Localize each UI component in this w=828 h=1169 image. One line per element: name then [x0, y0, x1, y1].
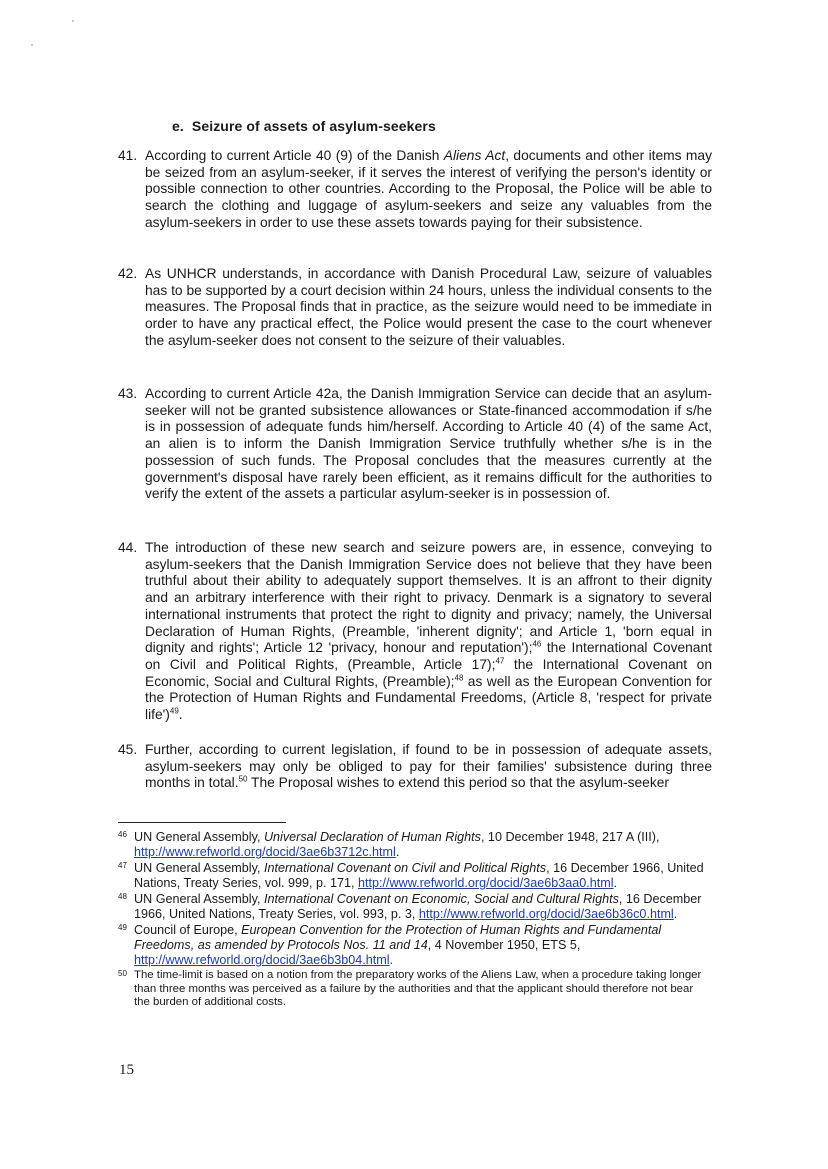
text-run: The introduction of these new search and seizure powers are, in essence, conveying to asylum-seekers that the Danish Immigration Service does not believe that they have been truthful about their ability to adequately support themselves. It is an affront to their dignity and an arbitrary interference with their right to privacy. Denmark is a signatory to several international instruments that protect the right to dignity and privacy; namely, the Universal Declaration of Human Rights, (Preamble, 'inherent dignity'; and Article 1, 'born equal in dignity and rights'; Article 12 'privacy, honour and reputation');: [145, 540, 712, 656]
footnote-link[interactable]: http://www.refworld.org/docid/3ae6b3712c.html: [134, 845, 396, 860]
footnote-ref-47[interactable]: 47: [495, 656, 505, 666]
paragraph-45: [118, 742, 712, 792]
paragraph-44: [118, 540, 712, 724]
footnote-ref-46[interactable]: 46: [532, 639, 542, 649]
text-run: .: [178, 707, 183, 723]
footnote-divider: [118, 822, 286, 823]
footnote-link[interactable]: http://www.refworld.org/docid/3ae6b3aa0.html: [358, 876, 614, 891]
footnote-50: [118, 969, 712, 1010]
paragraph-number: 44.: [118, 540, 138, 555]
text-run: UN General Assembly,: [134, 891, 264, 906]
text-run: The Proposal wishes to extend this period so that the asylum-seeker: [247, 775, 670, 791]
text-run: UN General Assembly,: [134, 860, 264, 875]
paragraph-text: As UNHCR understands, in accordance with Danish Procedural Law, seizure of valuables has to be supported by a court decision within 24 hours, unless the individual consents to the measures. The Proposal finds that in practice, as the seizure would need to be immediate in order to have any practical effect, the Police would present the case to the court whenever the asylum-seeker does not consent to the seizure of their valuables.: [145, 266, 712, 348]
paragraph-text: [145, 742, 712, 792]
text-run: According to current Article 40 (9) of the Danish: [145, 148, 444, 163]
italic-run: International Covenant on Civil and Political Rights: [263, 860, 547, 875]
footnote-number: 50: [118, 968, 127, 978]
paragraph-text: According to current Article 42a, the Danish Immigration Service can decide that an asylum-seeker will not be granted subsistence allowances or State-financed accommodation if s/he is in possession of adequate funds him/herself. According to Article 40 (4) of the same Act, an alien is to inform the Danish Immigration Service truthfully whether s/he is in the possession of such funds. The Proposal concludes that the measures currently at the government's disposal have rarely been efficient, as it remains difficult for the authorities to verify the extent of the assets a particular asylum-seeker is in possession of.: [145, 386, 712, 502]
text-run: .: [395, 845, 400, 860]
paragraph-number: 41.: [118, 148, 138, 163]
footnote-link[interactable]: http://www.refworld.org/docid/3ae6b3b04.html: [134, 953, 390, 968]
italic-run: European Convention for the Protection of Human Rights and Fundamental Freedoms, as amended by Protocols Nos. 11 and 14: [134, 922, 662, 952]
footnote-link[interactable]: http://www.refworld.org/docid/3ae6b36c0.html: [418, 907, 674, 922]
paragraph-text: [145, 540, 712, 724]
footnote-46: [118, 830, 712, 860]
footnote-number: 48: [118, 891, 127, 901]
footnote-47: [118, 861, 712, 891]
text-run: UN General Assembly,: [134, 830, 264, 844]
italic-run: Universal Declaration of Human Rights: [263, 830, 481, 844]
text-run: as well as the European Convention for the Protection of Human Rights and Fundamental Freedoms, (Article 8, 'respect for private life'): [145, 673, 712, 723]
paragraph-number: 42.: [118, 266, 138, 281]
footnote-number: 46: [118, 830, 127, 839]
footnote-ref-49[interactable]: 49: [169, 706, 179, 716]
paragraph-number: 45.: [118, 742, 138, 757]
paragraph-43: [118, 386, 712, 503]
footnote-ref-48[interactable]: 48: [454, 673, 464, 683]
footnote-ref-50[interactable]: 50: [238, 774, 248, 784]
text-run: .: [613, 876, 618, 891]
text-run: , 16 December 1966, United Nations, Treaty Series, vol. 993, p. 3,: [134, 891, 702, 922]
text-run: , documents and other items may be seized from an asylum-seeker, if it serves the interest of verifying the person's identity or possible connection to other countries. According to the Proposal, the Police will be able to search the clothing and luggage of asylum-seekers and seize any valuables from the asylum-seekers in order to use these assets towards paying for their subsistence.: [145, 148, 712, 230]
text-run: the International Covenant on Civil and Political Rights, (Preamble, Article 17);: [145, 640, 712, 672]
page-number: 15: [119, 1062, 134, 1078]
italic-run: Aliens Act: [443, 148, 506, 163]
footnotes: [118, 830, 712, 1011]
text-run: .: [673, 907, 678, 922]
paragraph-41: [118, 148, 712, 232]
text-run: .: [389, 953, 394, 968]
footnote-number: 47: [118, 860, 127, 870]
scan-speck: [72, 20, 74, 22]
text-run: Council of Europe,: [134, 922, 242, 937]
text-run: , 4 November 1950, ETS 5,: [427, 937, 581, 952]
text-run: The time-limit is based on a notion from the preparatory works of the Aliens Law, when a procedure taking longer than three months was perceived as a failure by the authorities and that the applicant should therefore not bear the burden of additional costs.: [134, 968, 702, 1009]
paragraph-42: [118, 266, 712, 350]
paragraph-number: 43.: [118, 386, 138, 401]
footnote-49: [118, 923, 712, 969]
footnote-48: [118, 892, 712, 922]
italic-run: International Covenant on Economic, Social and Cultural Rights: [263, 891, 619, 906]
text-run: the International Covenant on Economic, Social and Cultural Rights, (Preamble);: [145, 656, 713, 689]
section-letter: e.: [172, 118, 184, 134]
text-run: , 16 December 1966, United Nations, Treaty Series, vol. 999, p. 171,: [134, 860, 704, 891]
footnote-number: 49: [118, 922, 127, 932]
paragraph-text: [145, 148, 712, 232]
section-title: Seizure of assets of asylum-seekers: [191, 118, 436, 134]
text-run: , 10 December 1948, 217 A (III),: [480, 830, 660, 844]
text-run: Further, according to current legislation, if found to be in possession of adequate assets, asylum-seekers may only be obliged to pay for their families' subsistence during three months in total.: [145, 742, 712, 791]
scan-speck: [31, 44, 33, 46]
section-heading: [172, 118, 436, 134]
